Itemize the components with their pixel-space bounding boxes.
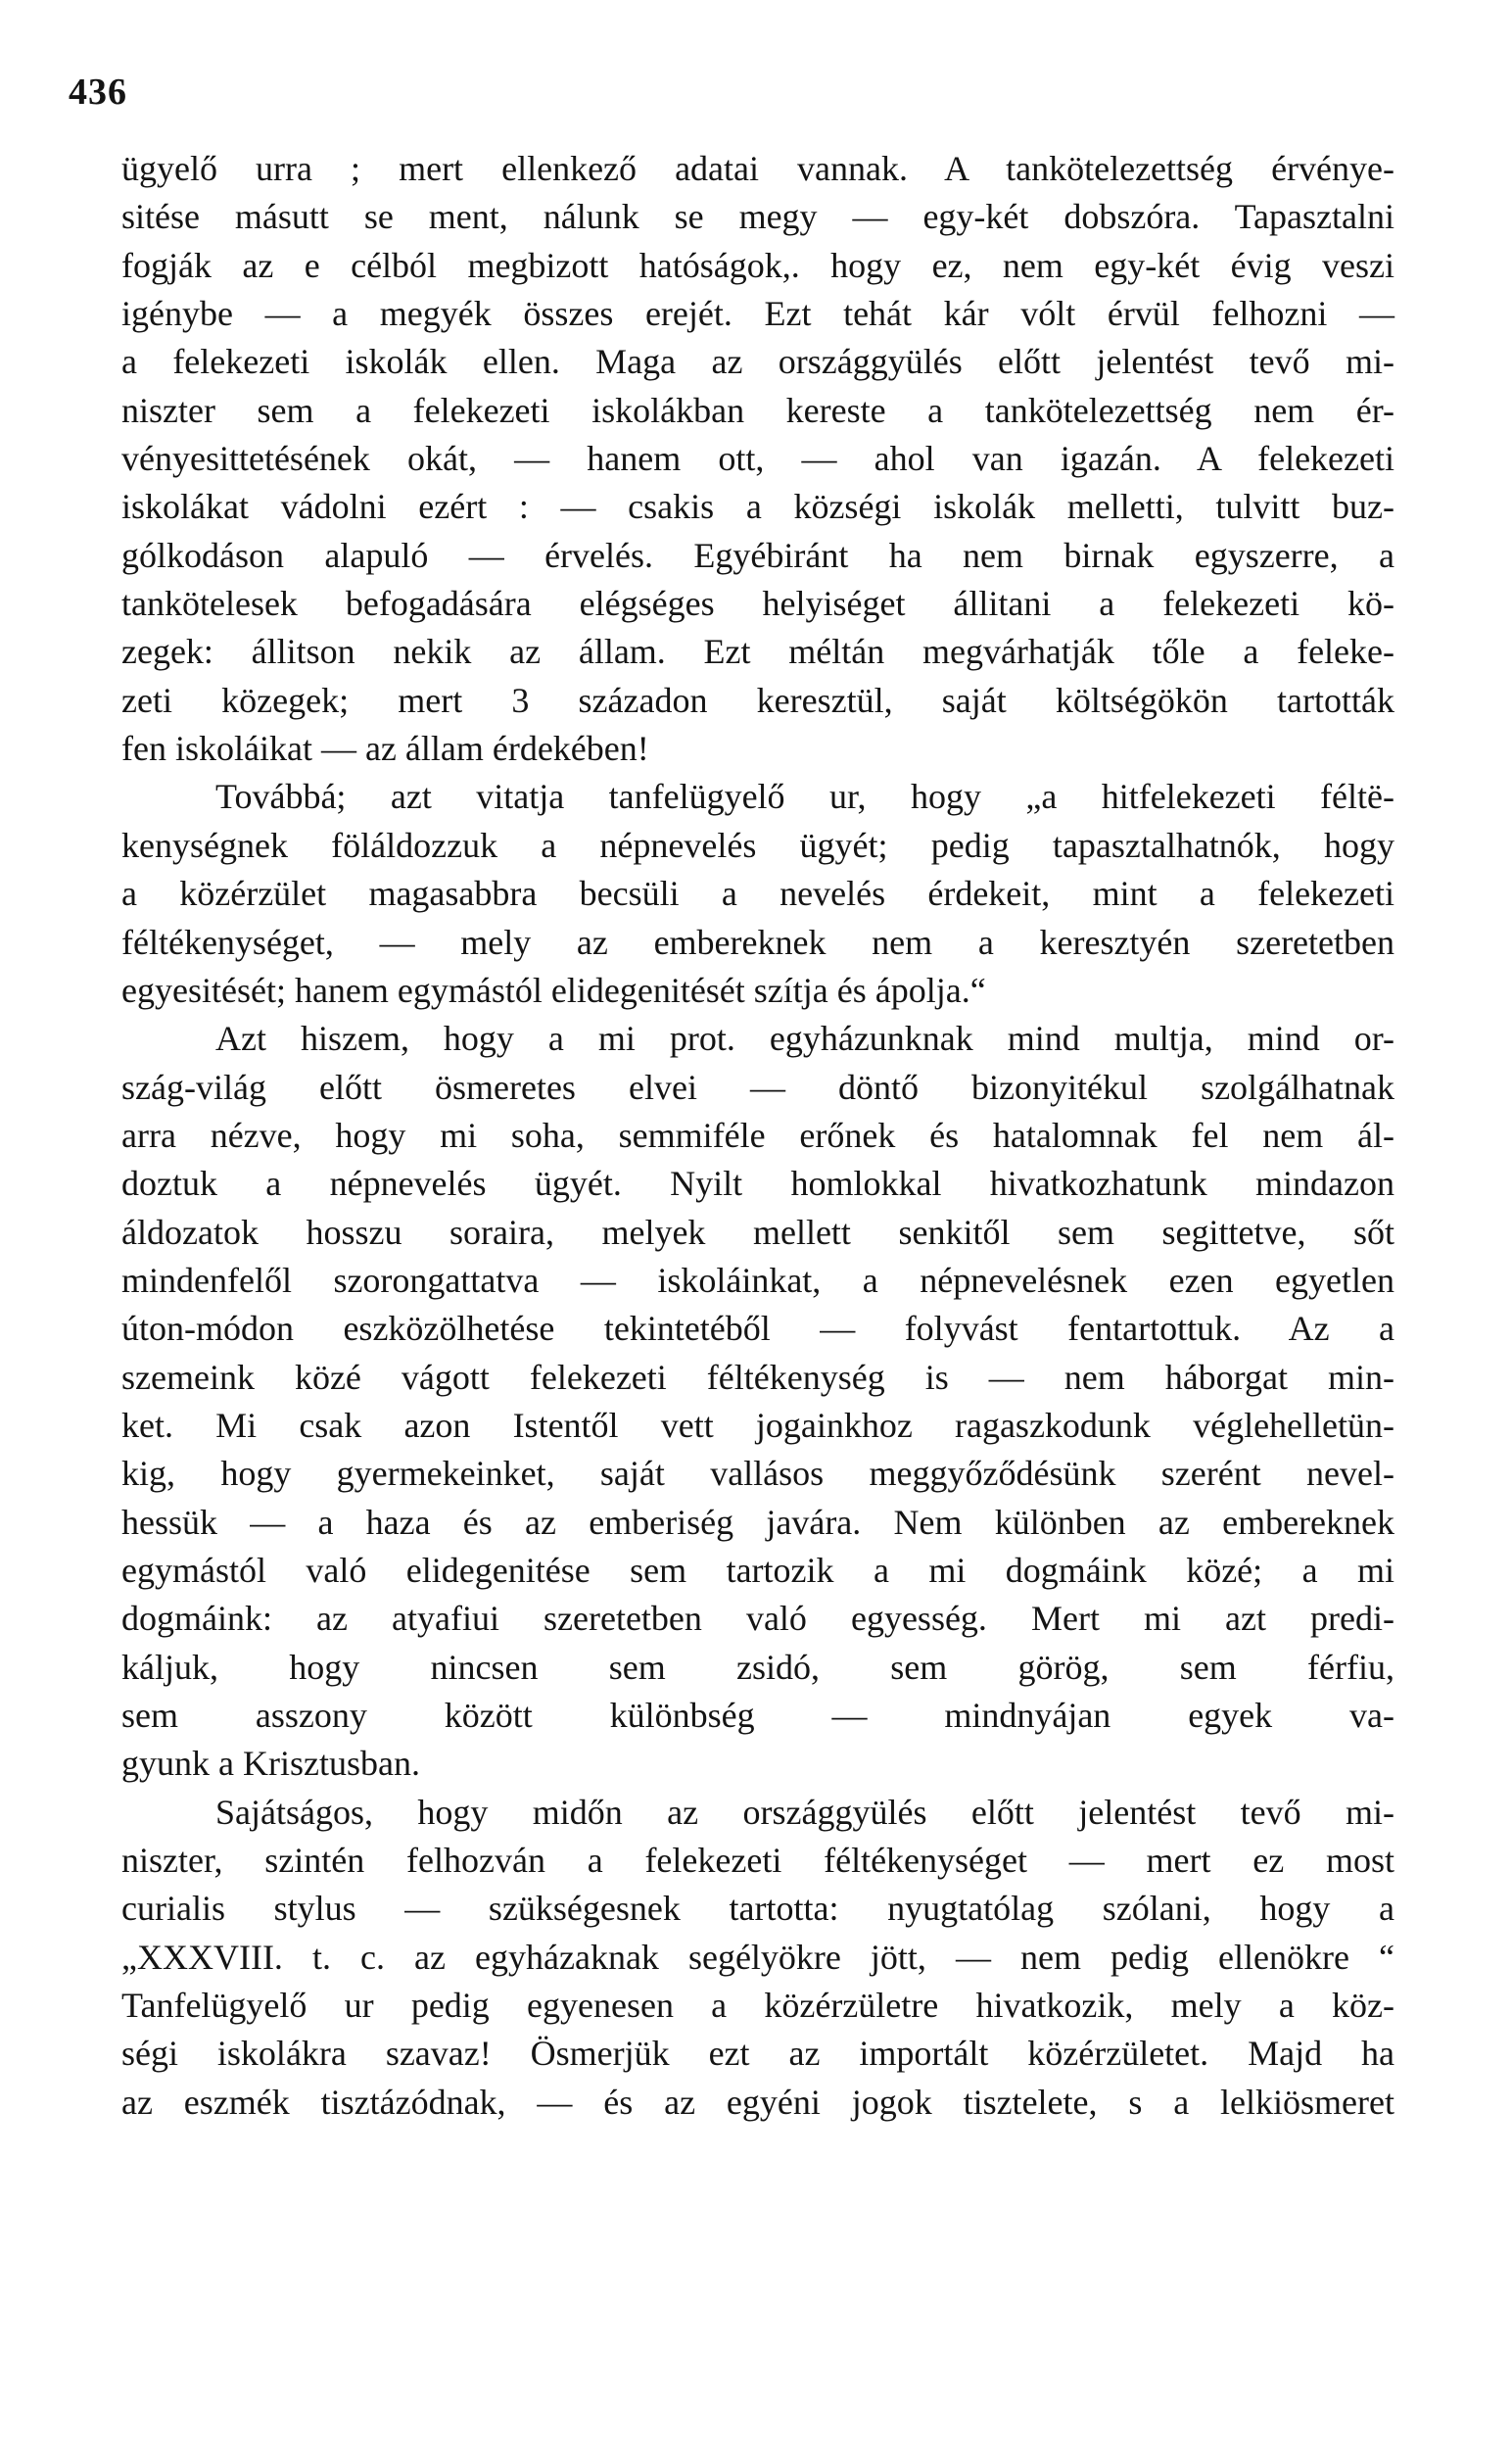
- text-line: kig, hogy gyermekeinket, saját vallásos meggyőződésünk szerént nevel-: [121, 1454, 1394, 1494]
- page-number: 436: [69, 72, 127, 113]
- text-line: Sajátságos, hogy midőn az országgyülés előtt jelentést tevő mi-: [215, 1792, 1394, 1832]
- text-line: egymástól való elidegenitése sem tartozik a mi dogmáink közé; a mi: [121, 1550, 1394, 1590]
- text-line: gólkodáson alapuló — érvelés. Egyébiránt ha nem birnak egyszerre, a: [121, 535, 1394, 575]
- text-line: gyunk a Krisztusban.: [121, 1744, 420, 1784]
- text-line: tankötelesek befogadására elégséges helyiséget állitani a felekezeti kö-: [121, 584, 1394, 624]
- text-line: niszter sem a felekezeti iskolákban kereste a tankötelezettség nem ér-: [121, 390, 1394, 430]
- text-line: zeti közegek; mert 3 századon keresztül, saját költségökön tartották: [121, 680, 1394, 720]
- text-line: ségi iskolákra szavaz! Ösmerjük ezt az importált közérzületet. Majd ha: [121, 2034, 1394, 2074]
- text-line: doztuk a népnevelés ügyét. Nyilt homlokkal hivatkozhatunk mindazon: [121, 1164, 1394, 1204]
- text-line: ügyelő urra ; mert ellenkező adatai vannak. A tankötelezettség érvénye-: [121, 149, 1394, 188]
- text-line: zegek: állitson nekik az állam. Ezt méltán megvárhatják tőle a feleke-: [121, 632, 1394, 672]
- text-line: a közérzület magasabbra becsüli a nevelés érdekeit, mint a felekezeti: [121, 874, 1394, 914]
- text-line: kenységnek föláldozzuk a népnevelés ügyét; pedig tapasztalhatnók, hogy: [121, 825, 1394, 865]
- text-line: Továbbá; azt vitatja tanfelügyelő ur, hogy „a hitfelekezeti féltë-: [215, 777, 1394, 817]
- text-line: vényesittetésének okát, — hanem ott, — ahol van igazán. A felekezeti: [121, 439, 1394, 479]
- text-line: a felekezeti iskolák ellen. Maga az országgyülés előtt jelentést tevő mi-: [121, 342, 1394, 382]
- text-line: fogják az e célból megbizott hatóságok,. hogy ez, nem egy-két évig veszi: [121, 245, 1394, 285]
- text-line: áldozatok hosszu soraira, melyek mellett senkitől sem segittetve, sőt: [121, 1212, 1394, 1252]
- text-line: niszter, szintén felhozván a felekezeti féltékenységet — mert ez most: [121, 1841, 1394, 1881]
- text-line: Tanfelügyelő ur pedig egyenesen a közérzületre hivatkozik, mely a köz-: [121, 1986, 1394, 2026]
- text-line: Azt hiszem, hogy a mi prot. egyházunknak mind multja, mind or-: [215, 1019, 1394, 1059]
- text-line: ket. Mi csak azon Istentől vett jogainkhoz ragaszkodunk véglehelletün-: [121, 1405, 1394, 1445]
- text-line: iskolákat vádolni ezért : — csakis a községi iskolák melletti, tulvitt buz-: [121, 487, 1394, 527]
- text-line: káljuk, hogy nincsen sem zsidó, sem görög, sem férfiu,: [121, 1647, 1394, 1687]
- text-line: igénybe — a megyék összes erejét. Ezt tehát kár vólt érvül felhozni —: [121, 294, 1394, 334]
- text-line: sem asszony között különbség — mindnyájan egyek va-: [121, 1696, 1394, 1735]
- text-line: féltékenységet, — mely az embereknek nem a keresztyén szeretetben: [121, 922, 1394, 962]
- text-line: úton-módon eszközölhetése tekintetéből — folyvást fentartottuk. Az a: [121, 1309, 1394, 1349]
- text-line: hessük — a haza és az emberiség javára. Nem különben az embereknek: [121, 1502, 1394, 1542]
- text-line: arra nézve, hogy mi soha, semmiféle erőnek és hatalomnak fel nem ál-: [121, 1115, 1394, 1155]
- text-line: szág-világ előtt ösmeretes elvei — döntő bizonyitékul szolgálhatnak: [121, 1067, 1394, 1107]
- text-line: mindenfelől szorongattatva — iskoláinkat, a népnevelésnek ezen egyetlen: [121, 1260, 1394, 1300]
- text-line: szemeink közé vágott felekezeti féltékenység is — nem háborgat min-: [121, 1357, 1394, 1397]
- text-line: fen iskoláikat — az állam érdekében!: [121, 729, 649, 769]
- text-line: egyesitését; hanem egymástól elidegenitését szítja és ápolja.“: [121, 970, 986, 1010]
- text-line: curialis stylus — szükségesnek tartotta: nyugtatólag szólani, hogy a: [121, 1889, 1394, 1929]
- text-line: sitése másutt se ment, nálunk se megy — egy-két dobszóra. Tapasztalni: [121, 197, 1394, 237]
- text-line: az eszmék tisztázódnak, — és az egyéni jogok tisztelete, s a lelkiösmeret: [121, 2082, 1394, 2122]
- text-line: dogmáink: az atyafiui szeretetben való egyesség. Mert mi azt predi-: [121, 1599, 1394, 1639]
- text-line: „XXXVIII. t. c. az egyházaknak segélyökre jött, — nem pedig ellenökre “: [121, 1937, 1394, 1977]
- body-text: [121, 145, 1394, 2127]
